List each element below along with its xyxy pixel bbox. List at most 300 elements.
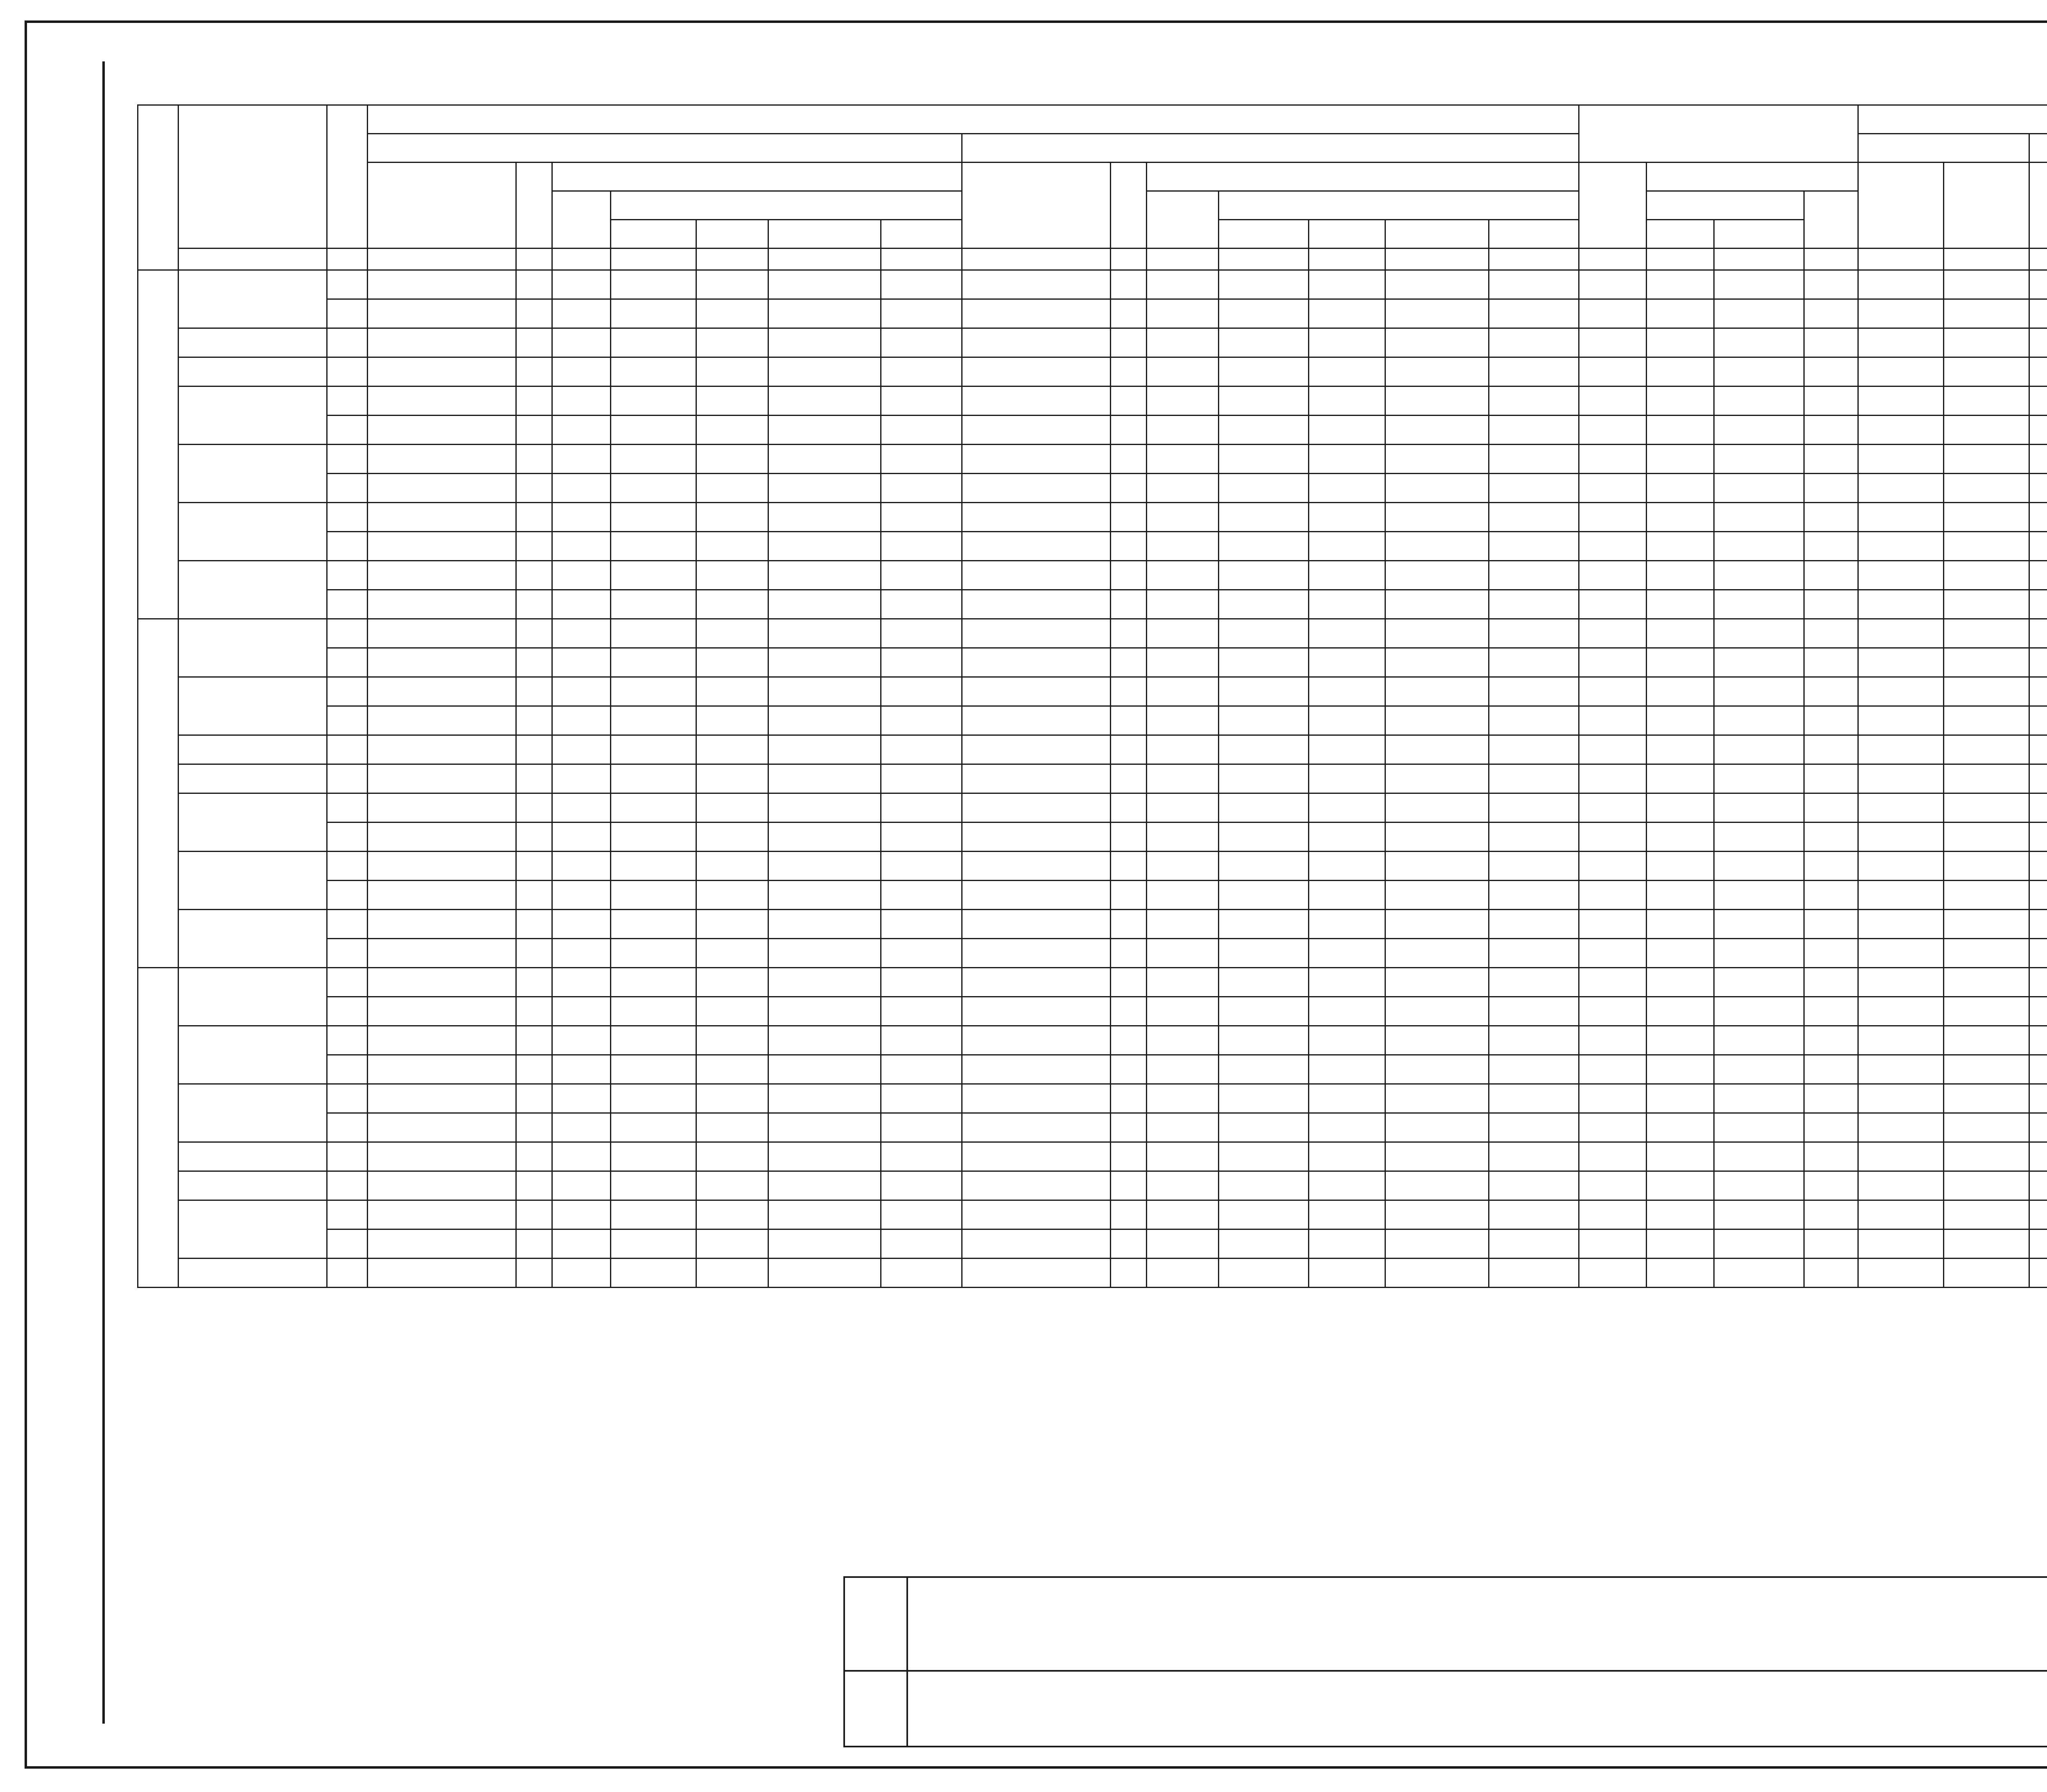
table-cell — [962, 474, 1110, 503]
table-cell — [696, 445, 768, 474]
tot-m350-header — [1858, 163, 1943, 249]
table-cell — [1385, 561, 1489, 590]
table-cell — [768, 590, 881, 619]
table-cell — [1110, 764, 1146, 793]
table-cell — [1579, 1171, 1646, 1200]
table-cell — [516, 735, 552, 764]
table-cell — [1804, 997, 1858, 1026]
edge-strand-header — [610, 220, 696, 249]
table-cell — [696, 852, 768, 881]
unit-cell — [367, 249, 516, 270]
table-cell — [1110, 677, 1146, 706]
table-cell — [1489, 416, 1579, 445]
table-row — [138, 270, 2047, 299]
table-cell — [367, 823, 516, 852]
table-cell — [2029, 706, 2047, 735]
tot-m400-header — [1943, 163, 2029, 249]
table-cell — [1218, 328, 1308, 357]
table-cell — [1714, 328, 1804, 357]
table-cell — [962, 764, 1110, 793]
table-cell — [367, 619, 516, 648]
table-cell — [1646, 1229, 1714, 1259]
table-cell — [1146, 561, 1218, 590]
table-row — [138, 1113, 2047, 1142]
table-cell — [1646, 1026, 1714, 1055]
table-cell — [1714, 881, 1804, 910]
table-cell — [1646, 706, 1714, 735]
table-cell — [1943, 881, 2029, 910]
table-cell — [1714, 939, 1804, 968]
table-cell — [1146, 270, 1218, 299]
table-cell — [1646, 939, 1714, 968]
table-cell — [1579, 386, 1646, 416]
title-divider — [906, 1670, 2047, 1672]
gabarit-cell — [178, 503, 327, 561]
table-cell — [1146, 735, 1218, 764]
table-cell — [516, 1171, 552, 1200]
table-cell — [610, 706, 696, 735]
table-cell — [881, 503, 962, 532]
table-cell — [2029, 910, 2047, 939]
table-cell — [610, 532, 696, 561]
table-cell — [516, 357, 552, 386]
table-cell — [1489, 299, 1579, 328]
table-cell — [1385, 1229, 1489, 1259]
table-cell — [552, 474, 610, 503]
table-cell — [367, 1055, 516, 1084]
table-cell — [552, 1171, 610, 1200]
table-cell — [367, 561, 516, 590]
table-cell — [962, 1229, 1110, 1259]
table-cell — [516, 1229, 552, 1259]
table-cell — [1385, 1259, 1489, 1288]
table-cell — [1646, 1171, 1714, 1200]
table-cell — [1858, 852, 1943, 881]
table-cell — [768, 648, 881, 677]
table-cell — [1943, 1142, 2029, 1171]
table-cell — [1714, 1142, 1804, 1171]
table-cell — [1646, 386, 1714, 416]
table-cell — [610, 968, 696, 997]
table-cell — [552, 1259, 610, 1288]
table-cell — [1489, 823, 1579, 852]
table-cell — [1579, 1026, 1646, 1055]
table-cell — [327, 793, 367, 823]
table-cell — [367, 793, 516, 823]
table-cell — [552, 764, 610, 793]
table-cell — [516, 677, 552, 706]
table-cell — [768, 823, 881, 852]
table-cell — [1308, 852, 1385, 881]
table-cell — [2029, 299, 2047, 328]
table-cell — [768, 706, 881, 735]
table-cell — [696, 1142, 768, 1171]
table-cell — [1714, 1200, 1804, 1229]
table-cell — [1308, 590, 1385, 619]
table-cell — [1646, 881, 1714, 910]
table-cell — [962, 793, 1110, 823]
table-cell — [1308, 1259, 1385, 1288]
table-cell — [1804, 474, 1858, 503]
table-cell — [768, 910, 881, 939]
table-cell — [552, 416, 610, 445]
table-cell — [1646, 1142, 1714, 1171]
table-cell — [1110, 648, 1146, 677]
table-cell — [1218, 474, 1308, 503]
unit-cell — [2029, 249, 2047, 270]
table-cell — [1858, 968, 1943, 997]
total-concrete-header — [1858, 134, 2029, 163]
table-cell — [1218, 881, 1308, 910]
table-cell — [2029, 1142, 2047, 1171]
table-cell — [1646, 561, 1714, 590]
table-cell — [1714, 852, 1804, 881]
table-cell — [1218, 416, 1308, 445]
table-cell — [1858, 648, 1943, 677]
table-cell — [1943, 648, 2029, 677]
table-cell — [610, 619, 696, 648]
table-cell — [1579, 503, 1646, 532]
table-cell — [962, 706, 1110, 735]
table-cell — [1943, 1171, 2029, 1200]
table-cell — [367, 939, 516, 968]
table-cell — [1110, 416, 1146, 445]
table-cell — [1110, 997, 1146, 1026]
table-cell — [2029, 532, 2047, 561]
table-cell — [1804, 445, 1858, 474]
table-cell — [1943, 1113, 2029, 1142]
table-cell — [881, 706, 962, 735]
table-cell — [1804, 503, 1858, 532]
mid-mark-header — [962, 163, 1110, 249]
table-cell — [1489, 648, 1579, 677]
monolith-header — [1579, 105, 1858, 163]
table-cell — [552, 939, 610, 968]
mid-cls1-header — [1308, 220, 1385, 249]
table-row — [138, 445, 2047, 474]
table-cell — [610, 1142, 696, 1171]
table-cell — [1489, 386, 1579, 416]
gabarit-cell — [178, 619, 327, 677]
table-cell — [610, 1259, 696, 1288]
table-cell — [1804, 910, 1858, 939]
table-cell — [881, 619, 962, 648]
table-cell — [552, 968, 610, 997]
table-cell — [1146, 445, 1218, 474]
table-cell — [881, 1142, 962, 1171]
unit-cell — [1804, 249, 1858, 270]
table-cell — [881, 1113, 962, 1142]
table-cell — [327, 590, 367, 619]
table-cell — [610, 939, 696, 968]
table-cell — [1218, 270, 1308, 299]
table-cell — [1385, 416, 1489, 445]
table-row — [138, 1142, 2047, 1171]
table-cell — [1858, 1084, 1943, 1113]
table-cell — [962, 532, 1110, 561]
table-row — [138, 677, 2047, 706]
gabarit-cell — [178, 910, 327, 968]
table-cell — [1218, 823, 1308, 852]
table-cell — [881, 910, 962, 939]
table-cell — [1646, 590, 1714, 619]
table-row — [138, 474, 2047, 503]
table-cell — [367, 1200, 516, 1229]
table-cell — [2029, 328, 2047, 357]
table-cell — [552, 706, 610, 735]
table-cell — [962, 1259, 1110, 1288]
table-cell — [1858, 939, 1943, 968]
table-cell — [768, 503, 881, 532]
table-cell — [1714, 1055, 1804, 1084]
table-cell — [962, 357, 1110, 386]
table-cell — [1308, 648, 1385, 677]
table-cell — [1110, 1200, 1146, 1229]
table-cell — [1218, 561, 1308, 590]
table-cell — [1489, 474, 1579, 503]
table-cell — [881, 386, 962, 416]
table-cell — [1110, 386, 1146, 416]
table-cell — [881, 328, 962, 357]
table-cell — [1385, 386, 1489, 416]
table-row — [138, 1055, 2047, 1084]
table-cell — [1110, 1171, 1146, 1200]
table-cell — [1489, 764, 1579, 793]
table-cell — [1489, 735, 1579, 764]
table-cell — [1218, 1142, 1308, 1171]
table-cell — [881, 299, 962, 328]
table-cell — [1943, 852, 2029, 881]
table-cell — [696, 677, 768, 706]
table-cell — [1218, 1084, 1308, 1113]
mid-qty-header — [1110, 163, 1146, 249]
table-cell — [696, 793, 768, 823]
table-cell — [768, 299, 881, 328]
table-cell — [1579, 416, 1646, 445]
table-cell — [516, 503, 552, 532]
table-cell — [1110, 939, 1146, 968]
table-cell — [1110, 881, 1146, 910]
table-cell — [610, 474, 696, 503]
table-cell — [1579, 910, 1646, 939]
table-cell — [516, 328, 552, 357]
table-cell — [327, 881, 367, 910]
table-cell — [2029, 445, 2047, 474]
table-cell — [1308, 357, 1385, 386]
table-cell — [696, 561, 768, 590]
table-cell — [1146, 793, 1218, 823]
table-cell — [1579, 735, 1646, 764]
table-cell — [1308, 1200, 1385, 1229]
table-cell — [367, 1229, 516, 1259]
table-cell — [552, 445, 610, 474]
table-cell — [610, 416, 696, 445]
table-cell — [1579, 648, 1646, 677]
table-cell — [1385, 881, 1489, 910]
table-cell — [1579, 445, 1646, 474]
table-row — [138, 793, 2047, 823]
edge-cls23-header — [768, 220, 881, 249]
table-cell — [327, 416, 367, 445]
table-cell — [2029, 997, 2047, 1026]
table-cell — [881, 590, 962, 619]
table-cell — [327, 299, 367, 328]
table-cell — [696, 474, 768, 503]
table-row — [138, 910, 2047, 939]
edge-strip-header — [881, 220, 962, 249]
table-cell — [696, 590, 768, 619]
table-cell — [1146, 328, 1218, 357]
table-cell — [1385, 503, 1489, 532]
table-row — [138, 1229, 2047, 1259]
table-cell — [552, 1055, 610, 1084]
table-cell — [1489, 1229, 1579, 1259]
table-cell — [1308, 474, 1385, 503]
table-cell — [327, 386, 367, 416]
table-cell — [1646, 1055, 1714, 1084]
table-cell — [1943, 357, 2029, 386]
table-cell — [1579, 939, 1646, 968]
table-cell — [2029, 503, 2047, 532]
table-cell — [1943, 561, 2029, 590]
tot-strand-header — [2029, 163, 2047, 249]
table-cell — [1714, 561, 1804, 590]
table-cell — [327, 445, 367, 474]
table-cell — [552, 357, 610, 386]
table-cell — [2029, 590, 2047, 619]
table-cell — [1385, 445, 1489, 474]
table-cell — [1146, 1084, 1218, 1113]
table-cell — [696, 1171, 768, 1200]
table-cell — [1489, 706, 1579, 735]
table-cell — [610, 299, 696, 328]
table-row — [138, 299, 2047, 328]
table-cell — [1385, 1171, 1489, 1200]
table-cell — [552, 386, 610, 416]
table-cell — [1218, 1113, 1308, 1142]
table-cell — [1646, 793, 1714, 823]
table-row — [138, 532, 2047, 561]
table-cell — [552, 997, 610, 1026]
edge-mark-header — [367, 163, 516, 249]
table-cell — [768, 532, 881, 561]
table-cell — [1308, 1026, 1385, 1055]
table-cell — [552, 619, 610, 648]
table-cell — [881, 852, 962, 881]
table-cell — [610, 735, 696, 764]
table-cell — [1110, 1026, 1146, 1055]
table-cell — [696, 1026, 768, 1055]
table-cell — [1218, 1055, 1308, 1084]
mid-volume-header — [1146, 191, 1218, 249]
table-cell — [1110, 328, 1146, 357]
table-cell — [552, 561, 610, 590]
table-cell — [1385, 1026, 1489, 1055]
table-cell — [1646, 270, 1714, 299]
table-cell — [1218, 852, 1308, 881]
table-cell — [1579, 823, 1646, 852]
table-cell — [1858, 619, 1943, 648]
table-cell — [696, 270, 768, 299]
table-cell — [881, 357, 962, 386]
table-cell — [552, 1200, 610, 1229]
table-cell — [1579, 706, 1646, 735]
table-cell — [1714, 445, 1804, 474]
gabarit-cell — [178, 764, 327, 793]
table-cell — [1308, 823, 1385, 852]
table-cell — [1218, 445, 1308, 474]
table-cell — [2029, 764, 2047, 793]
table-cell — [1489, 968, 1579, 997]
table-cell — [1579, 474, 1646, 503]
table-cell — [1714, 823, 1804, 852]
table-cell — [516, 823, 552, 852]
table-cell — [881, 270, 962, 299]
table-cell — [1146, 590, 1218, 619]
table-cell — [1110, 1113, 1146, 1142]
table-cell — [768, 1259, 881, 1288]
table-cell — [1646, 764, 1714, 793]
table-cell — [1804, 793, 1858, 823]
table-cell — [367, 881, 516, 910]
table-row — [138, 706, 2047, 735]
table-cell — [768, 1142, 881, 1171]
table-cell — [1858, 416, 1943, 445]
table-cell — [1489, 939, 1579, 968]
table-cell — [1646, 532, 1714, 561]
table-cell — [1646, 648, 1714, 677]
unit-cell — [1489, 249, 1579, 270]
table-cell — [610, 1229, 696, 1259]
table-cell — [1858, 1200, 1943, 1229]
table-cell — [1943, 1259, 2029, 1288]
table-cell — [1489, 503, 1579, 532]
table-cell — [962, 561, 1110, 590]
table-cell — [1385, 735, 1489, 764]
table-cell — [1858, 881, 1943, 910]
table-cell — [1489, 445, 1579, 474]
unit-cell — [1218, 249, 1308, 270]
table-cell — [1646, 503, 1714, 532]
table-cell — [1943, 532, 2029, 561]
table-cell — [1943, 910, 2029, 939]
mid-cls23-header — [1385, 220, 1489, 249]
table-cell — [1714, 1229, 1804, 1259]
table-cell — [696, 328, 768, 357]
table-cell — [367, 270, 516, 299]
table-cell — [367, 590, 516, 619]
table-cell — [696, 1200, 768, 1229]
table-cell — [367, 532, 516, 561]
table-cell — [962, 1026, 1110, 1055]
table-cell — [552, 793, 610, 823]
table-cell — [610, 1084, 696, 1113]
table-cell — [327, 1229, 367, 1259]
table-cell — [552, 1229, 610, 1259]
table-cell — [367, 503, 516, 532]
table-cell — [327, 1259, 367, 1288]
table-cell — [516, 1026, 552, 1055]
table-cell — [2029, 677, 2047, 706]
table-cell — [1943, 1026, 2029, 1055]
table-cell — [367, 1171, 516, 1200]
edge-materials-header — [552, 163, 962, 191]
table-cell — [1714, 299, 1804, 328]
table-cell — [881, 445, 962, 474]
table-cell — [1308, 386, 1385, 416]
table-cell — [1804, 939, 1858, 968]
table-cell — [1579, 590, 1646, 619]
